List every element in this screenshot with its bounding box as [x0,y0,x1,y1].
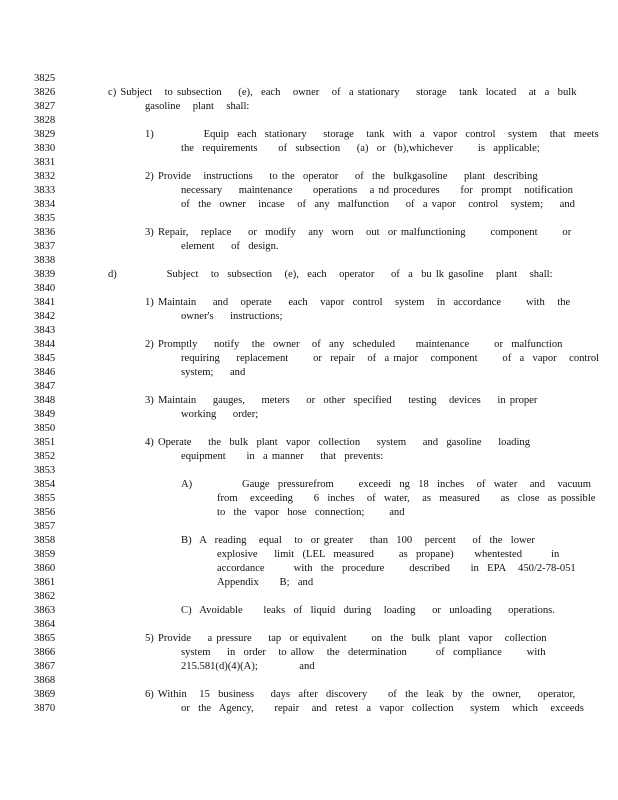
line-number: 3847 [34,381,56,392]
line-number: 3863 [34,605,56,616]
line-3840 [0,282,618,296]
line-3834 [0,198,618,212]
line-3852 [0,450,618,464]
line-3864 [0,618,618,632]
line-number: 3838 [34,255,56,266]
line-3859 [0,548,618,562]
line-3847 [0,380,618,394]
line-3863 [0,604,618,618]
line-number: 3841 [34,297,56,308]
line-number: 3826 [34,87,56,98]
line-number: 3864 [34,619,56,630]
line-text: the requirements of subsection (a) or (b),whichever is applicable; [181,143,540,154]
line-text: or the Agency, repair and retest a vapor collection system which exceeds [181,703,584,714]
line-number: 3836 [34,227,56,238]
line-number: 3837 [34,241,56,252]
line-3825 [0,72,618,86]
line-text: from exceeding 6 inches of water, as measured as close as possible [217,493,596,504]
line-number: 3834 [34,199,56,210]
line-number: 3832 [34,171,56,182]
line-number: 3831 [34,157,56,168]
line-number: 3860 [34,563,56,574]
line-text: to the vapor hose connection; and [217,507,405,518]
line-3857 [0,520,618,534]
line-3851 [0,436,618,450]
line-3841 [0,296,618,310]
line-number: 3825 [34,73,56,84]
line-3828 [0,114,618,128]
line-3861 [0,576,618,590]
line-number: 3833 [34,185,56,196]
line-3833 [0,184,618,198]
line-3838 [0,254,618,268]
line-number: 3861 [34,577,56,588]
line-number: 3870 [34,703,56,714]
line-3831 [0,156,618,170]
line-number: 3830 [34,143,56,154]
line-number: 3856 [34,507,56,518]
line-3867 [0,660,618,674]
line-3853 [0,464,618,478]
line-text: system in order to allow the determination of compliance with [181,647,546,658]
line-text: working order; [181,409,259,420]
line-3836 [0,226,618,240]
line-number: 3850 [34,423,56,434]
line-text: 4) Operate the bulk plant vapor collection system and gasoline loading [145,437,531,448]
line-number: 3858 [34,535,56,546]
line-3832 [0,170,618,184]
line-3866 [0,646,618,660]
line-number: 3840 [34,283,56,294]
line-3860 [0,562,618,576]
line-text: of the owner incase of any malfunction of a vapor control system; and [181,199,575,210]
line-3858 [0,534,618,548]
line-number: 3857 [34,521,56,532]
line-text: 6) Within 15 business days after discovery of the leak by the owner, operator, [145,689,576,700]
line-3835 [0,212,618,226]
line-number: 3829 [34,129,56,140]
line-3829 [0,128,618,142]
line-text: accordance with the procedure described in EPA 450/2-78-051 [217,563,576,574]
line-number: 3859 [34,549,56,560]
line-number: 3835 [34,213,56,224]
line-3854 [0,478,618,492]
line-text: c) Subject to subsection (e), each owner of a stationary storage tank located at a bulk [108,87,577,98]
line-text: owner's instructions; [181,311,283,322]
line-3846 [0,366,618,380]
line-number: 3839 [34,269,56,280]
line-text: equipment in a manner that prevents: [181,451,384,462]
line-text: 2) Provide instructions to the operator of the bulkgasoline plant describing [145,171,538,182]
line-3845 [0,352,618,366]
line-text: 2) Promptly notify the owner of any scheduled maintenance or malfunction [145,339,563,350]
line-3826 [0,86,618,100]
line-number: 3854 [34,479,56,490]
line-3856 [0,506,618,520]
line-text: gasoline plant shall: [145,101,250,112]
line-number: 3843 [34,325,56,336]
line-3850 [0,422,618,436]
line-text: A) Gauge pressurefrom exceedi ng 18 inches of water and vacuum [181,479,591,490]
line-number: 3852 [34,451,56,462]
line-3843 [0,324,618,338]
line-text: 5) Provide a pressure tap or equivalent on the bulk plant vapor collection [145,633,547,644]
line-text: B) A reading equal to or greater than 100 percent of the lower [181,535,535,546]
line-text: explosive limit (LEL measured as propane) whentested in [217,549,560,560]
line-3830 [0,142,618,156]
line-number: 3867 [34,661,56,672]
line-number: 3848 [34,395,56,406]
line-number: 3849 [34,409,56,420]
line-3839 [0,268,618,282]
line-number: 3855 [34,493,56,504]
line-text: 215.581(d)(4)(A); and [181,661,315,672]
line-number: 3842 [34,311,56,322]
line-number: 3845 [34,353,56,364]
line-text: 1) Maintain and operate each vapor control system in accordance with the [145,297,571,308]
line-3865 [0,632,618,646]
line-text: C) Avoidable leaks of liquid during loading or unloading operations. [181,605,555,616]
line-number: 3869 [34,689,56,700]
line-3868 [0,674,618,688]
line-number: 3851 [34,437,56,448]
line-text: element of design. [181,241,279,252]
line-number: 3868 [34,675,56,686]
line-3842 [0,310,618,324]
line-text: 1) Equip each stationary storage tank with a vapor control system that meets [145,129,599,140]
line-number: 3827 [34,101,56,112]
line-3869 [0,688,618,702]
line-number: 3862 [34,591,56,602]
line-number: 3828 [34,115,56,126]
line-number: 3853 [34,465,56,476]
line-text: requiring replacement or repair of a major component of a vapor control [181,353,600,364]
line-3870 [0,702,618,716]
line-3827 [0,100,618,114]
line-3848 [0,394,618,408]
line-number: 3865 [34,633,56,644]
line-text: d) Subject to subsection (e), each operator of a bu lk gasoline plant shall: [108,269,553,280]
line-3844 [0,338,618,352]
line-3837 [0,240,618,254]
line-3855 [0,492,618,506]
line-text: 3) Maintain gauges, meters or other specified testing devices in proper [145,395,538,406]
line-number: 3846 [34,367,56,378]
line-text: necessary maintenance operations a nd procedures for prompt notification [181,185,573,196]
line-number: 3844 [34,339,56,350]
line-text: Appendix B; and [217,577,314,588]
line-3862 [0,590,618,604]
line-text: 3) Repair, replace or modify any worn out or malfunctioning component or [145,227,572,238]
line-number: 3866 [34,647,56,658]
line-text: system; and [181,367,246,378]
line-3849 [0,408,618,422]
